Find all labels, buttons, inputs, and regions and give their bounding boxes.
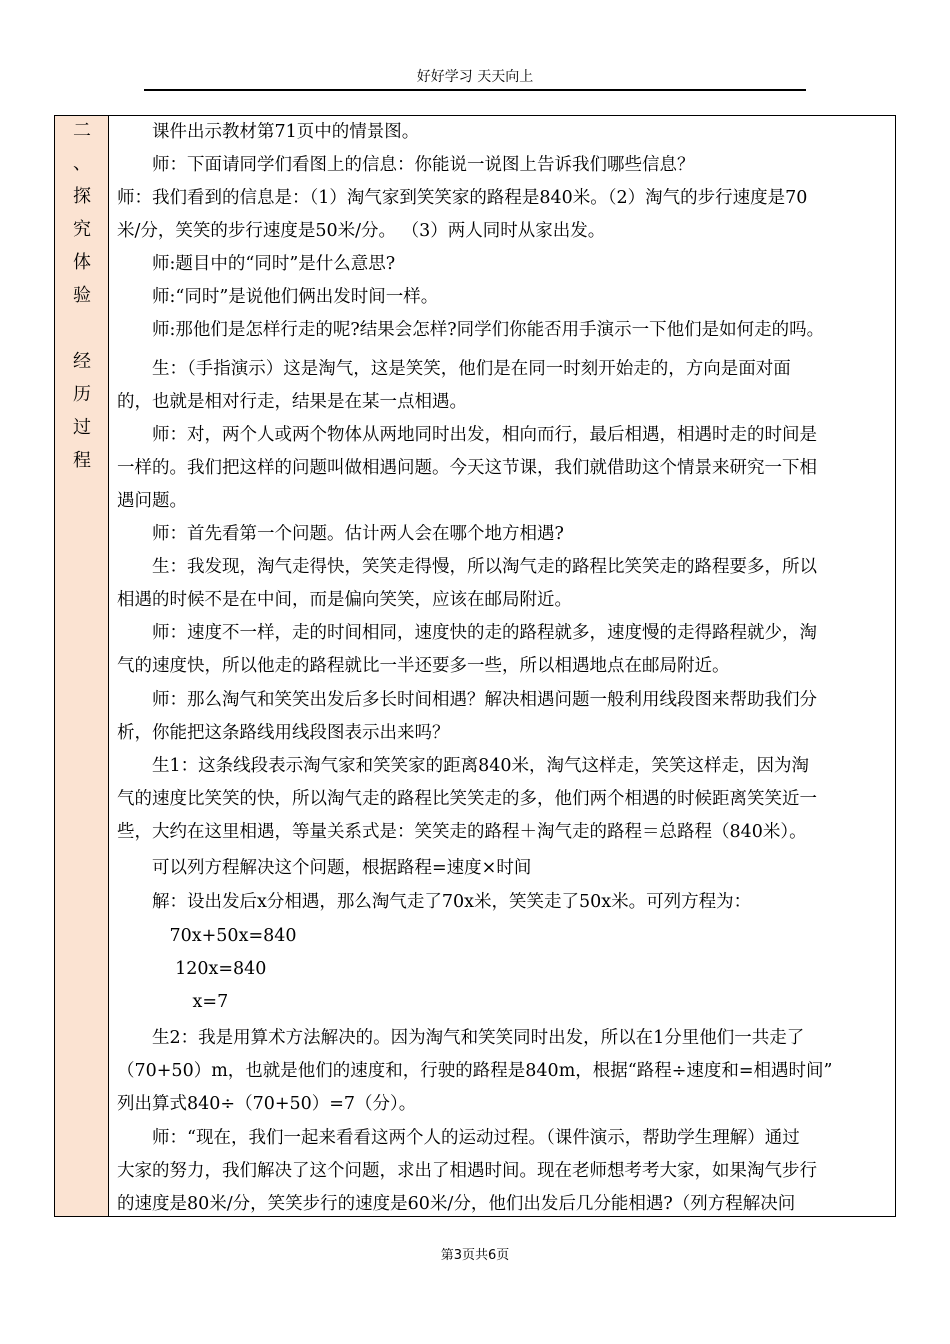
lesson-content [117,116,892,1216]
text-line: 生1：这条线段表示淘气家和笑笑家的距离840米，淘气这样走，笑笑这样走，因为淘 [117,756,810,776]
text-line: 一样的。我们把这样的问题叫做相遇问题。今天这节课，我们就借助这个情景来研究一下相 [117,458,817,478]
text-line: 析，你能把这条路线用线段图表示出来吗？ [117,723,450,743]
text-line: 大家的努力，我们解决了这个问题，求出了相遇时间。现在老师想考考大家，如果淘气步行 [117,1161,817,1181]
text-line: 生：（手指演示）这是淘气，这是笑笑，他们是在同一时刻开始走的，方向是面对面 [117,359,791,379]
text-line: 遇问题。 [117,491,187,511]
text-line: 生：我发现，淘气走得快，笑笑走得慢，所以淘气走的路程比笑笑走的路程要多，所以 [117,557,817,577]
section-label-char: 验 [73,285,91,306]
text-line: 师:那他们是怎样行走的呢?结果会怎样?同学们你能否用手演示一下他们是如何走的吗。 [117,320,825,340]
section-label-char: 经 [73,351,91,372]
page-header: 好好学习 天天向上 [144,66,806,91]
text-line: 师：我们看到的信息是：（1）淘气家到笑笑家的路程是840米。（2）淘气的步行速度是70 [117,188,808,208]
text-line: 120x=840 [117,959,267,979]
text-line: （70+50）m，也就是他们的速度和，行驶的路程是840m，根据“路程÷速度和=相遇时间” [117,1061,833,1081]
text-line: 列出算式840÷（70+50）=7（分）。 [117,1094,417,1114]
text-line: 师:题目中的“同时”是什么意思? [117,254,396,274]
text-line: 课件出示教材第71页中的情景图。 [117,122,420,142]
section-label-char: 探 [73,186,91,207]
text-line: 师：那么淘气和笑笑出发后多长时间相遇？解决相遇问题一般利用线段图来帮助我们分 [117,690,817,710]
section-label-char: 程 [73,450,91,471]
lesson-table [54,115,896,1217]
section-label-char: 体 [73,252,91,273]
text-line: 气的速度快，所以他走的路程就比一半还要多一些，所以相遇地点在邮局附近。 [117,656,730,676]
section-label-char: 过 [73,417,91,438]
text-line: 师：“现在，我们一起来看看这两个人的运动过程。（课件演示，帮助学生理解）通过 [117,1128,800,1148]
section-label-char: 究 [73,219,91,240]
text-line: 师：首先看第一个问题。估计两人会在哪个地方相遇? [117,524,564,544]
page-footer: 第3页共6页 [440,1248,510,1263]
text-line: 的，也就是相对行走，结果是在某一点相遇。 [117,392,467,412]
text-line: 的速度是80米/分，笑笑步行的速度是60米/分，他们出发后几分能相遇?（列方程解决问 [117,1194,796,1214]
text-line: 米/分，笑笑的步行速度是50米/分。 （3）两人同时从家出发。 [117,221,606,241]
text-line: 70x+50x=840 [117,926,297,946]
text-line: 师：下面请同学们看图上的信息：你能说一说图上告诉我们哪些信息？ [117,155,695,175]
section-label-cell [55,116,109,1216]
text-line: 气的速度比笑笑的快，所以淘气走的路程比笑笑走的多，他们两个相遇的时候距离笑笑近一 [117,789,817,809]
text-line: 些，大约在这里相遇，等量关系式是：笑笑走的路程＋淘气走的路程＝总路程（840米）。 [117,822,807,842]
text-line: 师:“同时”是说他们俩出发时间一样。 [117,287,439,307]
text-line: 师：速度不一样，走的时间相同，速度快的走的路程就多，速度慢的走得路程就少，淘 [117,623,817,643]
text-line: x=7 [117,992,229,1012]
section-label-char: 二 [73,120,91,141]
text-line: 生2：我是用算术方法解决的。因为淘气和笑笑同时出发，所以在1分里他们一共走了 [117,1028,805,1048]
section-label-char: 历 [73,384,91,405]
text-line: 相遇的时候不是在中间，而是偏向笑笑，应该在邮局附近。 [117,590,572,610]
text-line: 师：对，两个人或两个物体从两地同时出发，相向而行，最后相遇，相遇时走的时间是 [117,425,817,445]
section-label-char: 、 [73,153,91,174]
text-line: 解：设出发后x分相遇，那么淘气走了70x米，笑笑走了50x米。可列方程为： [117,892,752,912]
text-line: 可以列方程解决这个问题，根据路程=速度×时间 [117,858,532,878]
